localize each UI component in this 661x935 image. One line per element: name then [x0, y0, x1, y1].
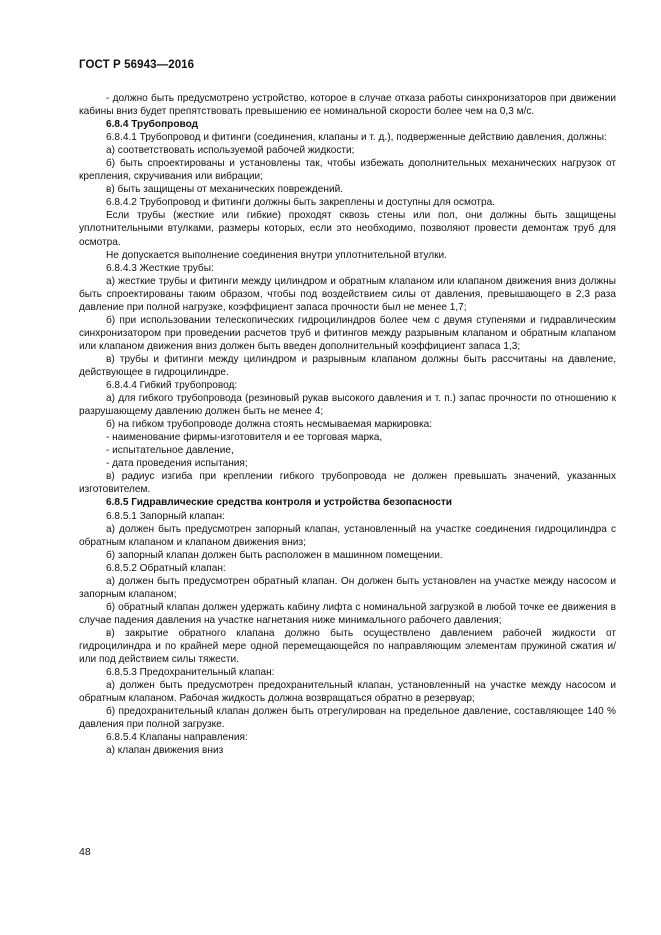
- dash-item: - дата проведения испытания;: [106, 458, 248, 470]
- clause-6-8-4-3: 6.8.4.3 Жесткие трубы:: [106, 262, 214, 274]
- list-item-c: в) быть защищены от механических повреждений.: [106, 184, 344, 196]
- dash-item: - наименование фирмы-изготовителя и ее торговая марка,: [106, 432, 383, 444]
- section-heading-6-8-4: 6.8.4 Трубопровод: [106, 119, 199, 131]
- list-item-b: б) предохранительный клапан должен быть отрегулирован на предельное давление, составляющее 140 % давления при полной загрузке.: [79, 706, 616, 731]
- clause-6-8-4-1: 6.8.4.1 Трубопровод и фитинги (соединения, клапаны и т. д.), подверженные действию давления, должны:: [106, 132, 607, 144]
- list-item-a: а) должен быть предусмотрен предохранительный клапан, установленный на участке между насосом и обратным клапаном. Рабочая жидкость должна возвращаться обратно в резервуар;: [79, 680, 616, 705]
- clause-6-8-4-4: 6.8.4.4 Гибкий трубопровод:: [106, 380, 238, 392]
- list-item-a: а) должен быть предусмотрен обратный клапан. Он должен быть установлен на участке между насосом и запорным клапаном;: [79, 575, 616, 600]
- clause-6-8-5-3: 6.8.5.3 Предохранительный клапан:: [106, 667, 275, 679]
- document-body: [79, 92, 616, 757]
- clause-6-8-5-4: 6.8.5.4 Клапаны направления:: [106, 732, 248, 744]
- list-item-b: б) запорный клапан должен быть расположен в машинном помещении.: [106, 549, 443, 561]
- paragraph-sync-device: - должно быть предусмотрено устройство, которое в случае отказа работы синхронизаторов при движении кабины вниз будет препятствовать превышению ее номинальной скорости более чем на 0,3 м/с.: [79, 93, 616, 118]
- list-item-a: а) должен быть предусмотрен запорный клапан, установленный на участке соединения гидроцилиндра с обратным клапаном и клапаном движения вниз;: [79, 523, 616, 548]
- list-item-a: а) для гибкого трубопровода (резиновый рукав высокого давления и т. п.) запас прочности по отношению к разрушающему давлению должен быть не менее 4;: [79, 393, 616, 418]
- list-item-b: б) обратный клапан должен удержать кабину лифта с номинальной загрузкой в любой точке ее движения в случае падения давления на участке нагнетания ниже минимального рабочего давления;: [79, 601, 616, 626]
- clause-6-8-5-2: 6.8.5.2 Обратный клапан:: [106, 562, 226, 574]
- page-number: 48: [79, 846, 91, 858]
- list-item-c: в) радиус изгиба при креплении гибкого трубопровода не должен превышать значений, указанных изготовителем.: [79, 471, 616, 496]
- list-item-a: а) соответствовать используемой рабочей жидкости;: [106, 145, 355, 157]
- list-item-c: в) трубы и фитинги между цилиндром и разрывным клапаном должны быть рассчитаны на давление, действующее в гидроцилиндре.: [79, 353, 616, 378]
- dash-item: - испытательное давление,: [106, 445, 234, 457]
- list-item-b: б) быть спроектированы и установлены так, чтобы избежать дополнительных механических нагрузок от крепления, скручивания или вибрации;: [79, 158, 616, 183]
- section-heading-6-8-5: 6.8.5 Гидравлические средства контроля и устройства безопасности: [106, 497, 452, 509]
- standard-header: ГОСТ Р 56943—2016: [79, 59, 195, 71]
- list-item-a: а) клапан движения вниз: [106, 745, 224, 757]
- list-item-a: а) жесткие трубы и фитинги между цилиндром и обратным клапаном или клапаном движения вниз должны быть спроектированы таким образом, чтобы под воздействием силы от давления, превышающего в 2,3 раза давление при полной нагрузке, коэффициент запаса прочности был не менее 1,7;: [79, 275, 616, 313]
- list-item-c: в) закрытие обратного клапана должно быть осуществлено давлением рабочей жидкости от гидроцилиндра и по крайней мере одной перемещающейся по направляющим элементам пружиной сжатия и/или под действием силы тяжести.: [79, 627, 616, 666]
- clause-6-8-4-2: 6.8.4.2 Трубопровод и фитинги должны быть закреплены и доступны для осмотра.: [106, 197, 496, 209]
- paragraph-no-joint: Не допускается выполнение соединения внутри уплотнительной втулки.: [106, 249, 447, 261]
- clause-6-8-5-1: 6.8.5.1 Запорный клапан:: [106, 510, 225, 522]
- list-item-b: б) на гибком трубопроводе должна стоять несмываемая маркировка:: [106, 419, 433, 431]
- paragraph-wall-passage: Если трубы (жесткие или гибкие) проходят сквозь стены или пол, они должны быть защищены уплотнительными втулками, размеры которых, если это необходимо, позволяют провести демонтаж труб для осмотра.: [79, 210, 616, 248]
- list-item-b: б) при использовании телескопических гидроцилиндров более чем с двумя ступенями и гидравлическим синхронизатором при проведении расчетов труб и фитингов между разрывным клапаном и обратным клапаном или клапаном движения вниз должен быть введен дополнительный коэффициент запаса 1,3;: [79, 314, 616, 352]
